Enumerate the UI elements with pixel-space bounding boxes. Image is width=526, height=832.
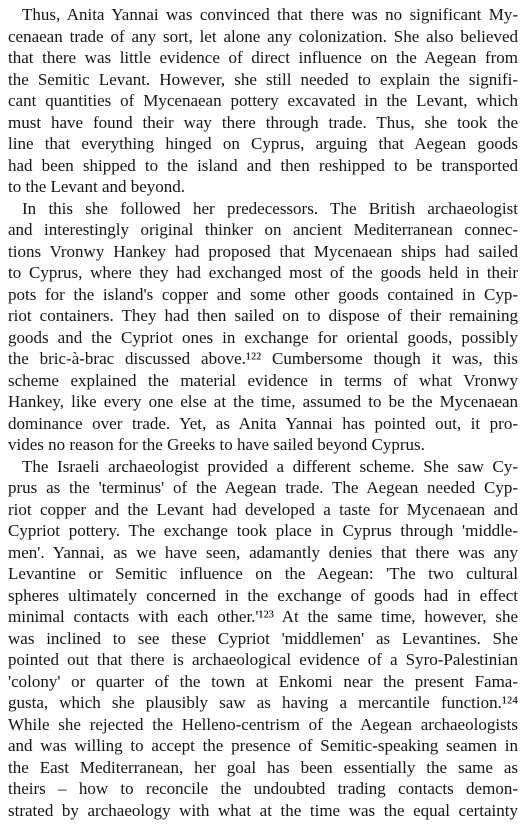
text-line: must have found their way there through trade. Thus, she took the <box>8 112 518 134</box>
text-line: While she rejected the Helleno-centrism of the Aegean archaeologists <box>8 714 518 736</box>
text-line: vides no reason for the Greeks to have sailed beyond Cyprus. <box>8 434 518 456</box>
text-line: The Israeli archaeologist provided a different scheme. She saw Cy- <box>8 456 518 478</box>
text-line: and interestingly original thinker on ancient Mediterranean connec- <box>8 219 518 241</box>
text-line: 'colony' or quarter of the town at Enkomi near the present Fama- <box>8 671 518 693</box>
paragraph <box>8 456 518 832</box>
text-line: tions Vronwy Hankey had proposed that Mycenaean ships had sailed <box>8 241 518 263</box>
text-line: scheme explained the material evidence in terms of what Vronwy <box>8 370 518 392</box>
text-line: the Semitic Levant. However, she still needed to explain the signifi- <box>8 69 518 91</box>
text-line: gusta, which she plausibly saw as having a mercantile function.¹²⁴ <box>8 692 518 714</box>
text-line: to the Levant and beyond. <box>8 176 518 198</box>
text-line: the East Mediterranean, her goal has been essentially the same as <box>8 757 518 779</box>
text-line: goods and the Cypriot ones in exchange for oriental goods, possibly <box>8 327 518 349</box>
text-line: men'. Yannai, as we have seen, adamantly denies that there was any <box>8 542 518 564</box>
text-line: minimal contacts with each other.'¹²³ At the same time, however, she <box>8 606 518 628</box>
text-line: prus as the 'terminus' of the Aegean trade. The Aegean needed Cyp- <box>8 477 518 499</box>
book-page <box>8 4 518 832</box>
text-line: had been shipped to the island and then reshipped to be transported <box>8 155 518 177</box>
text-line: to Cyprus, where they had exchanged most of the goods held in their <box>8 262 518 284</box>
text-line: Thus, Anita Yannai was convinced that there was no significant My- <box>8 4 518 26</box>
text-line: line that everything hinged on Cyprus, arguing that Aegean goods <box>8 133 518 155</box>
text-line: Hankey, like every one else at the time, assumed to be the Mycenaean <box>8 391 518 413</box>
text-line: dominance over trade. Yet, as Anita Yannai has pointed out, it pro- <box>8 413 518 435</box>
text-line: that there was little evidence of direct influence on the Aegean from <box>8 47 518 69</box>
text-line: the bric-à-brac discussed above.¹²² Cumbersome though it was, this <box>8 348 518 370</box>
text-line: pots for the island's copper and some other goods contained in Cyp- <box>8 284 518 306</box>
text-line: theirs – how to reconcile the undoubted trading contacts demon- <box>8 778 518 800</box>
paragraph <box>8 4 518 198</box>
text-line: cenaean trade of any sort, let alone any colonization. She also believed <box>8 26 518 48</box>
text-line: riot containers. They had then sailed on to dispose of their remaining <box>8 305 518 327</box>
text-line: strated by archaeology with what at the time was the equal certainty <box>8 800 518 822</box>
paragraph <box>8 198 518 456</box>
text-line: riot copper and the Levant had developed a taste for Mycenaean and <box>8 499 518 521</box>
text-line: spheres ultimately concerned in the exchange of goods had in effect <box>8 585 518 607</box>
text-line: pointed out that there is archaeological evidence of a Syro-Palestinian <box>8 649 518 671</box>
text-line: Levantine or Semitic influence on the Aegean: 'The two cultural <box>8 563 518 585</box>
text-line: In this she followed her predecessors. The British archaeologist <box>8 198 518 220</box>
text-line: and was willing to accept the presence of Semitic-speaking seamen in <box>8 735 518 757</box>
text-line-cropped <box>8 821 518 832</box>
text-line: Cypriot pottery. The exchange took place in Cyprus through 'middle- <box>8 520 518 542</box>
text-line: was inclined to see these Cypriot 'middlemen' as Levantines. She <box>8 628 518 650</box>
text-line: cant quantities of Mycenaean pottery excavated in the Levant, which <box>8 90 518 112</box>
